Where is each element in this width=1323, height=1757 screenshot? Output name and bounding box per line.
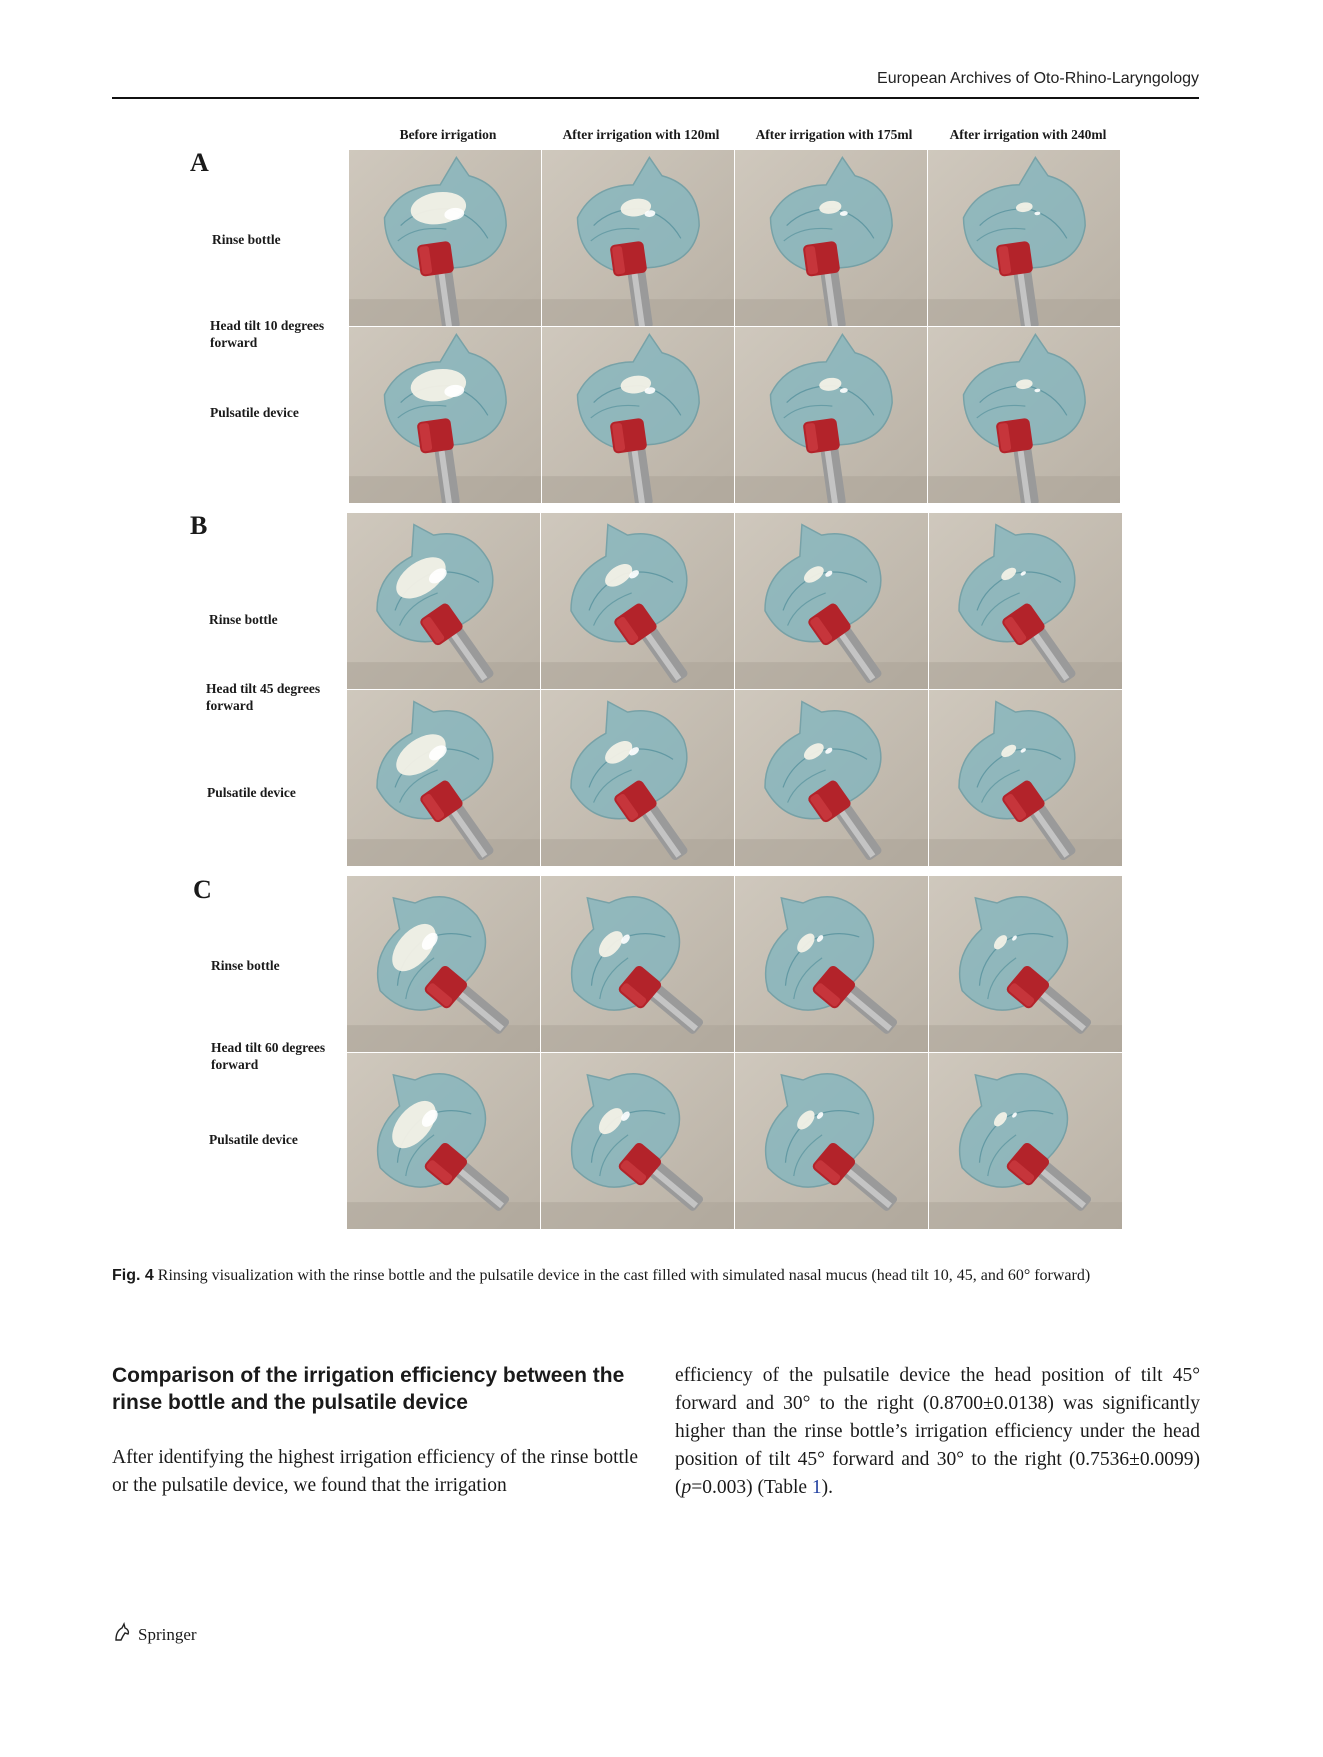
column-header-240ml: After irrigation with 240ml — [949, 127, 1107, 142]
photo-a-r2-c2 — [542, 327, 734, 503]
row-label-rinse-bottle-a: Rinse bottle — [212, 232, 281, 247]
photo-c-r2-c4 — [929, 1053, 1122, 1229]
row-label-pulsatile-a: Pulsatile device — [210, 405, 299, 420]
journal-title: European Archives of Oto-Rhino-Laryngology — [877, 70, 1199, 87]
photo-a-r1-c1 — [349, 150, 541, 326]
footer — [112, 1622, 197, 1647]
column-header-before: Before irrigation — [399, 127, 497, 142]
photo-b-r1-c2 — [541, 513, 734, 689]
section-heading: Comparison of the irrigation efficiency between the rinse bottle and the pulsatile device — [112, 1364, 625, 1414]
panel-letter-c: C — [193, 875, 212, 904]
photo-b-r1-c4 — [929, 513, 1122, 689]
photo-b-r2-c4 — [929, 690, 1122, 866]
photo-a-r1-c4 — [928, 150, 1120, 326]
row-label-pulsatile-c: Pulsatile device — [209, 1132, 298, 1147]
photo-c-r1-c1 — [347, 876, 540, 1052]
row-label-tilt-c: Head tilt 60 degrees forward — [211, 1040, 326, 1072]
photo-c-r1-c4 — [929, 876, 1122, 1052]
photo-grid-a — [349, 150, 1121, 504]
body-text-right-part3: ). — [821, 1477, 834, 1498]
photo-a-r1-c2 — [542, 150, 734, 326]
row-label-pulsatile-b: Pulsatile device — [207, 785, 296, 800]
row-label-rinse-bottle-b: Rinse bottle — [209, 612, 278, 627]
photo-a-r1-c3 — [735, 150, 927, 326]
body-text-right — [675, 1362, 1200, 1502]
photo-b-r1-c1 — [347, 513, 540, 689]
row-label-rinse-bottle-c: Rinse bottle — [211, 958, 280, 973]
photo-grid-c — [347, 876, 1123, 1230]
figure-label: Fig. 4 — [112, 1267, 154, 1284]
photo-a-r2-c1 — [349, 327, 541, 503]
panel-letter-a: A — [190, 148, 209, 177]
table-reference-link[interactable]: 1 — [811, 1477, 822, 1498]
photo-a-r2-c4 — [928, 327, 1120, 503]
photo-a-r2-c3 — [735, 327, 927, 503]
body-text-left: After identifying the highest irrigation efficiency of the rinse bottle or the pulsatile device, we found that the irrigation — [112, 1447, 638, 1496]
body-text-right-part1: efficiency of the pulsatile device the head position of tilt 45° forward and 30° to the right (0.8700±0.0138) was significantly higher than the rinse bottle’s irrigation efficiency under the head position of tilt 45° forward and 30° to the right (0.7536±0.0099) ( — [675, 1365, 1200, 1498]
row-label-tilt-a: Head tilt 10 degrees forward — [210, 318, 325, 350]
body-text-right-part2: =0.003) (Table — [691, 1477, 812, 1498]
photo-c-r2-c2 — [541, 1053, 734, 1229]
photo-b-r2-c2 — [541, 690, 734, 866]
springer-horse-icon — [112, 1622, 132, 1647]
photo-c-r1-c2 — [541, 876, 734, 1052]
panel-letter-b: B — [190, 511, 208, 540]
photo-b-r2-c3 — [735, 690, 928, 866]
row-label-tilt-b: Head tilt 45 degrees forward — [206, 681, 321, 713]
photo-c-r1-c3 — [735, 876, 928, 1052]
p-value-symbol: p — [681, 1477, 692, 1498]
column-header-120ml: After irrigation with 120ml — [562, 127, 720, 142]
photo-grid-b — [347, 513, 1123, 867]
column-header-175ml: After irrigation with 175ml — [755, 127, 913, 142]
figure-caption — [112, 1266, 1200, 1286]
figure-caption-text: Rinsing visualization with the rinse bottle and the pulsatile device in the cast filled with simulated nasal mucus (head tilt 10, 45, and 60° forward) — [157, 1267, 1091, 1284]
photo-b-r2-c1 — [347, 690, 540, 866]
photo-c-r2-c1 — [347, 1053, 540, 1229]
photo-c-r2-c3 — [735, 1053, 928, 1229]
header-rule — [112, 97, 1199, 99]
publisher-name: Springer — [138, 1624, 197, 1644]
photo-b-r1-c3 — [735, 513, 928, 689]
